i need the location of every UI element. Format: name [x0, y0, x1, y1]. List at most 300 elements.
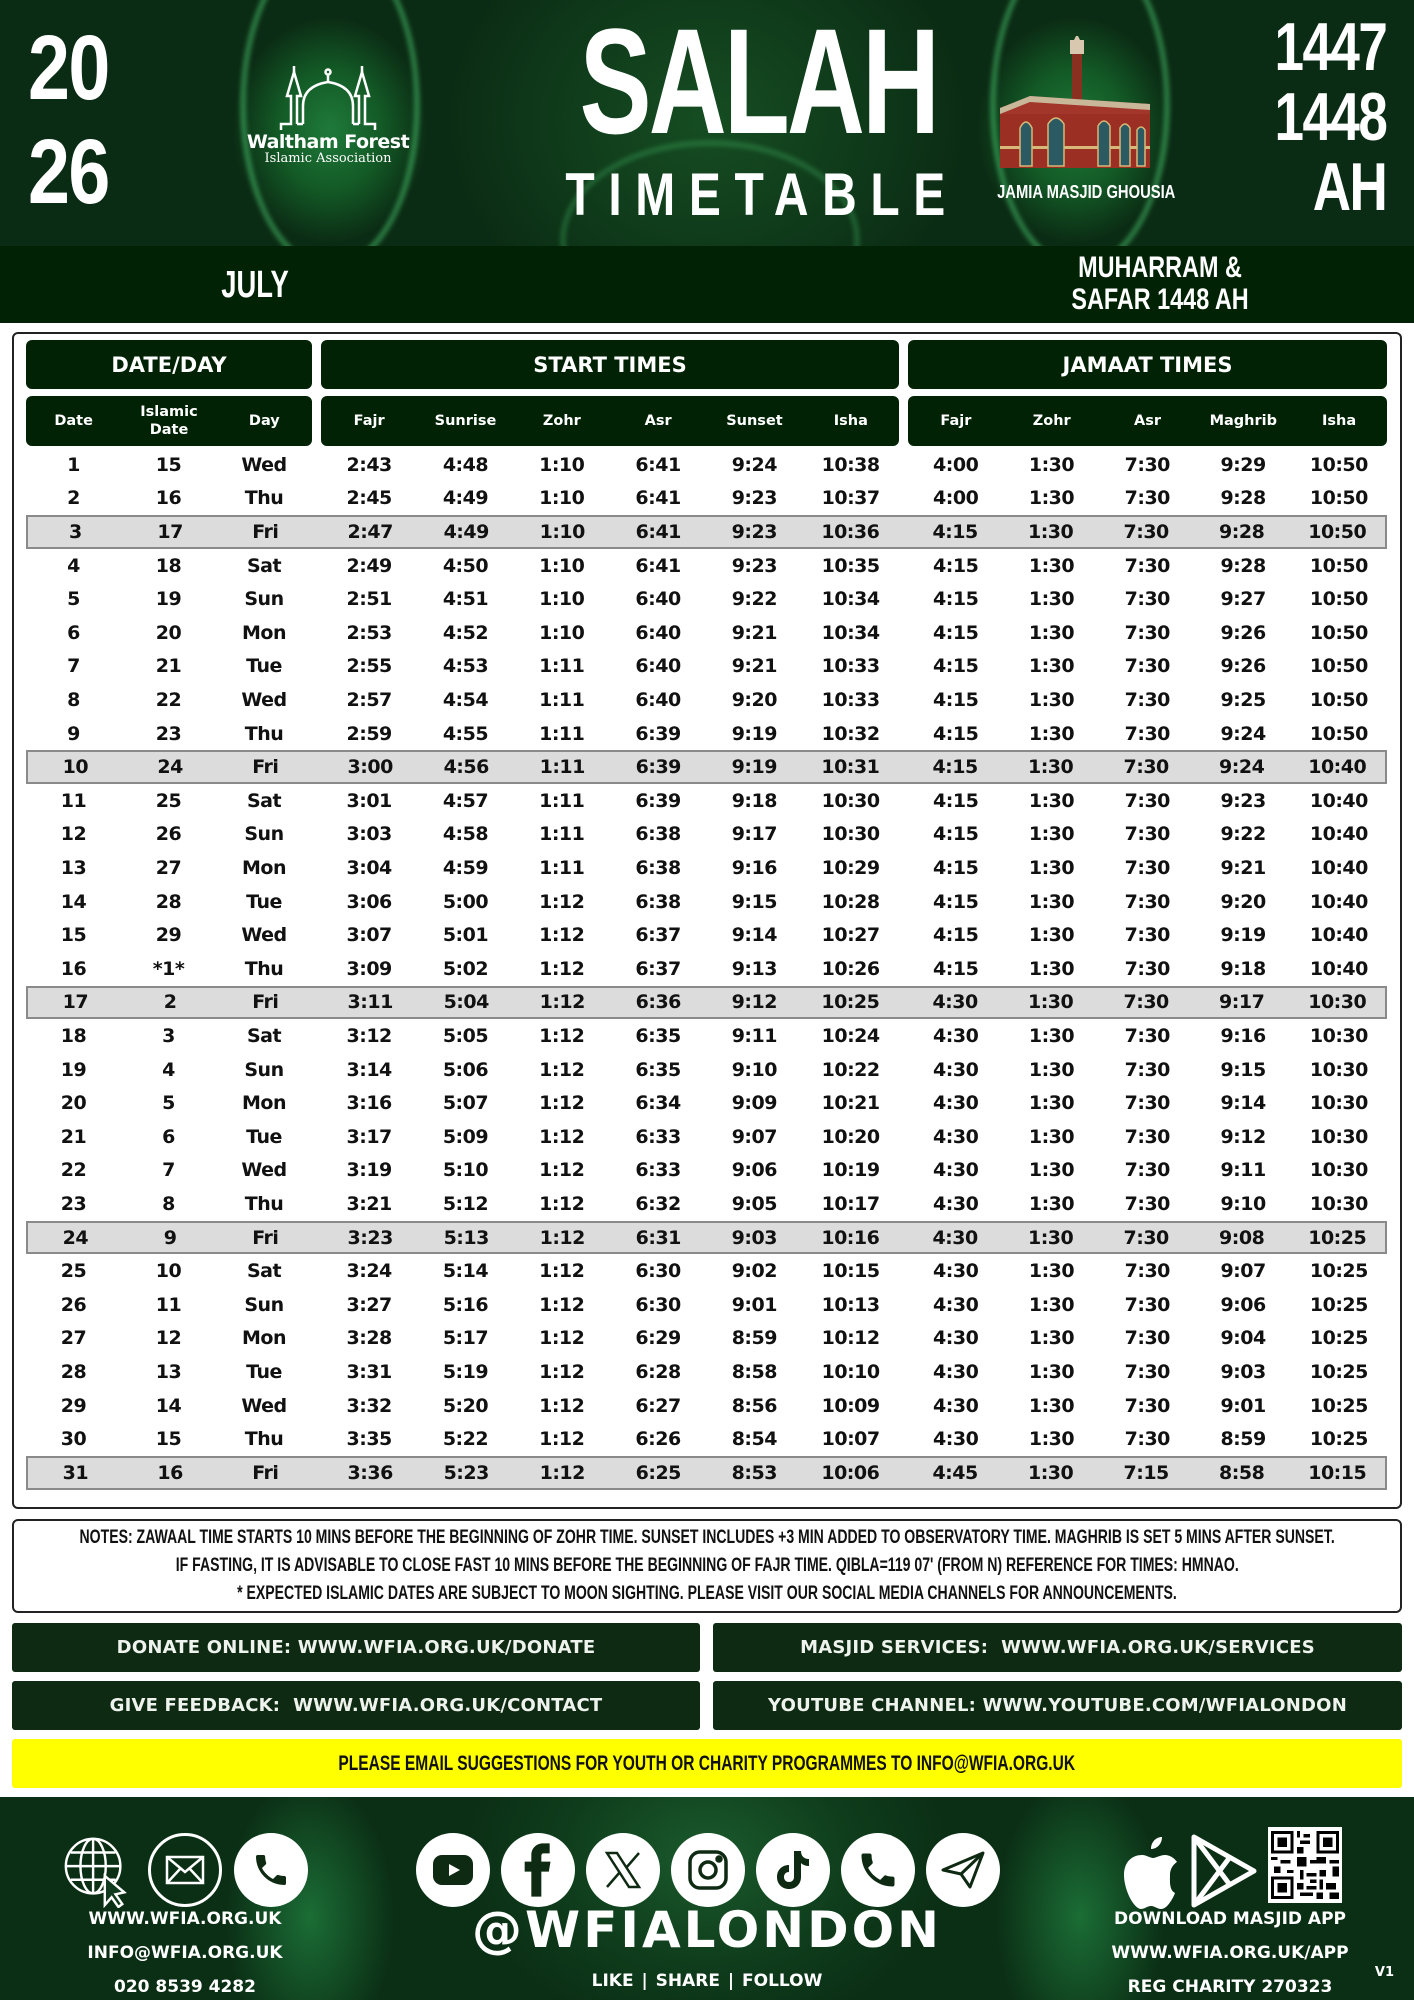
facebook-icon[interactable] [501, 1833, 575, 1907]
cell-start-sunset: 9:05 [731, 1192, 777, 1215]
cell-jamaat-fajr: 4:15 [933, 621, 979, 644]
whatsapp-icon[interactable] [841, 1833, 915, 1907]
cell-islamic-date: 4 [162, 1058, 175, 1081]
cell-start-sunrise: 5:14 [442, 1260, 489, 1283]
footer-email[interactable]: INFO@WFIA.ORG.UK [87, 1943, 283, 1963]
cell-day: Tue [246, 890, 282, 913]
table-row [26, 717, 1387, 751]
table-row [26, 683, 1387, 717]
cell-jamaat-isha: 10:30 [1309, 1159, 1368, 1182]
cell-date: 8 [67, 688, 80, 711]
cell-start-asr: 6:26 [635, 1428, 681, 1451]
cell-jamaat-zohr: 1:30 [1027, 756, 1074, 779]
cell-start-zohr: 1:11 [539, 655, 585, 678]
cell-jamaat-asr: 7:30 [1124, 1125, 1170, 1148]
table-row [26, 582, 1387, 616]
hijri-years [1274, 9, 1386, 225]
cell-start-isha: 10:24 [821, 1024, 880, 1047]
cell-start-fajr: 3:01 [346, 789, 392, 812]
cell-start-sunset: 8:54 [731, 1428, 777, 1451]
app-qr-code[interactable] [1268, 1827, 1342, 1903]
cell-start-asr: 6:40 [635, 655, 681, 678]
table-row [26, 549, 1387, 583]
cell-jamaat-isha: 10:25 [1309, 1260, 1368, 1283]
cell-jamaat-maghrib: 9:24 [1220, 722, 1266, 745]
cell-start-isha: 10:36 [821, 520, 880, 543]
cell-day: Mon [242, 1327, 286, 1350]
x-icon[interactable] [586, 1833, 660, 1907]
cell-start-sunset: 9:23 [731, 554, 777, 577]
cell-day: Sun [244, 1058, 284, 1081]
cell-start-asr: 6:38 [635, 823, 681, 846]
cell-start-zohr: 1:12 [539, 957, 585, 980]
cell-start-isha: 10:30 [821, 823, 880, 846]
cell-jamaat-maghrib: 9:16 [1220, 1024, 1266, 1047]
cell-start-sunrise: 4:49 [443, 520, 489, 543]
cell-islamic-date: 13 [155, 1360, 182, 1383]
cell-islamic-date: 6 [162, 1125, 175, 1148]
cell-jamaat-zohr: 1:30 [1028, 1159, 1075, 1182]
wfia-logo [238, 66, 418, 186]
cell-jamaat-asr: 7:30 [1124, 655, 1170, 678]
cell-start-asr: 6:40 [635, 621, 681, 644]
cell-start-zohr: 1:12 [539, 1260, 585, 1283]
table-row [26, 1288, 1387, 1322]
cell-jamaat-fajr: 4:15 [932, 520, 978, 543]
table-row-friday [26, 515, 1387, 549]
year-top: 20 [28, 17, 109, 119]
cell-start-fajr: 2:49 [346, 554, 392, 577]
cell-date: 14 [60, 890, 87, 913]
cell-start-asr: 6:33 [635, 1159, 681, 1182]
cell-start-isha: 10:27 [821, 924, 880, 947]
cell-jamaat-isha: 10:30 [1309, 1092, 1368, 1115]
cell-start-zohr: 1:11 [539, 688, 585, 711]
cell-start-asr: 6:35 [635, 1058, 681, 1081]
cell-start-sunrise: 4:58 [442, 823, 489, 846]
cell-jamaat-zohr: 1:30 [1028, 957, 1075, 980]
note-line-1: NOTES: ZAWAAL TIME STARTS 10 MINS BEFORE THE BEGINNING OF ZOHR TIME. SUNSET INCLUDES +3 MIN ADDED TO OBSERVATORY TIME. MAGHRIB IS SET 5 MINS AFTER SUNSET. [79, 1527, 1335, 1548]
cell-start-sunrise: 4:53 [442, 655, 489, 678]
cell-jamaat-asr: 7:30 [1124, 1192, 1170, 1215]
cell-date: 17 [62, 991, 89, 1014]
cell-islamic-date: 16 [155, 487, 182, 510]
cell-start-asr: 6:38 [635, 890, 681, 913]
cell-date: 31 [62, 1461, 89, 1484]
cell-start-sunset: 8:53 [731, 1461, 777, 1484]
cell-jamaat-isha: 10:25 [1309, 1428, 1368, 1451]
column-header-start-fajr: Fajr [353, 413, 385, 429]
cell-start-zohr: 1:10 [539, 554, 585, 577]
cell-jamaat-fajr: 4:30 [933, 1327, 979, 1350]
cell-jamaat-fajr: 4:00 [933, 453, 979, 476]
cell-jamaat-asr: 7:30 [1124, 1159, 1170, 1182]
social-handle[interactable]: @WFIALONDON [472, 1901, 942, 1959]
cell-start-asr: 6:36 [635, 991, 681, 1014]
cell-start-zohr: 1:12 [539, 1327, 585, 1350]
cell-islamic-date: 15 [155, 453, 182, 476]
column-header-start-sunset: Sunset [726, 413, 783, 429]
cell-start-fajr: 3:16 [346, 1092, 392, 1115]
column-header-islamic-date: Islamic Date [140, 404, 198, 438]
cell-start-fajr: 3:27 [346, 1293, 392, 1316]
youtube-link-button[interactable]: YOUTUBE CHANNEL: WWW.YOUTUBE.COM/WFIALONDON [713, 1681, 1402, 1730]
cell-start-fajr: 3:14 [346, 1058, 392, 1081]
cell-jamaat-asr: 7:30 [1124, 1394, 1170, 1417]
cell-jamaat-asr: 7:30 [1124, 823, 1170, 846]
table-row-friday [26, 1456, 1387, 1490]
telegram-icon[interactable] [926, 1833, 1000, 1907]
cell-day: Sat [246, 1024, 282, 1047]
cell-start-sunrise: 5:04 [443, 991, 489, 1014]
cell-jamaat-isha: 10:40 [1309, 856, 1368, 879]
cell-jamaat-asr: 7:30 [1124, 722, 1170, 745]
cell-start-sunrise: 5:09 [442, 1125, 489, 1148]
cell-jamaat-asr: 7:30 [1124, 487, 1170, 510]
cell-jamaat-asr: 7:15 [1123, 1461, 1169, 1484]
cell-jamaat-fajr: 4:15 [933, 688, 979, 711]
cell-islamic-date: 22 [155, 688, 182, 711]
cell-jamaat-isha: 10:40 [1309, 957, 1368, 980]
cell-day: Sun [244, 588, 284, 611]
cell-start-asr: 6:40 [635, 688, 681, 711]
cell-jamaat-asr: 7:30 [1124, 957, 1170, 980]
cell-start-sunset: 9:13 [731, 957, 777, 980]
cell-start-sunset: 9:19 [731, 722, 777, 745]
cell-start-zohr: 1:11 [539, 789, 585, 812]
column-header-jamaat-maghrib: Maghrib [1209, 413, 1277, 429]
cell-day: Thu [244, 1428, 284, 1451]
column-header-start-asr: Asr [644, 413, 672, 429]
cell-date: 26 [60, 1293, 87, 1316]
cell-start-sunset: 9:03 [731, 1226, 777, 1249]
cell-start-asr: 6:37 [635, 924, 681, 947]
cell-start-sunrise: 5:22 [442, 1428, 489, 1451]
cell-start-sunrise: 5:16 [442, 1293, 489, 1316]
cell-start-sunset: 9:11 [731, 1024, 777, 1047]
cell-islamic-date: 24 [157, 756, 183, 779]
cell-day: Mon [242, 856, 286, 879]
cell-date: 19 [60, 1058, 87, 1081]
cell-jamaat-asr: 7:30 [1124, 856, 1170, 879]
cell-start-isha: 10:33 [821, 655, 880, 678]
year-bottom: 26 [28, 121, 109, 223]
cell-start-sunrise: 5:01 [442, 924, 489, 947]
cell-islamic-date: 5 [162, 1092, 175, 1115]
cell-islamic-date: 27 [155, 856, 182, 879]
cell-start-sunrise: 4:48 [442, 453, 489, 476]
cell-jamaat-zohr: 1:30 [1028, 1293, 1075, 1316]
cell-islamic-date: 15 [155, 1428, 182, 1451]
column-header-start-isha: Isha [833, 413, 868, 429]
cell-islamic-date: 21 [155, 655, 182, 678]
cell-islamic-date: 3 [162, 1024, 175, 1047]
cell-start-isha: 10:28 [821, 890, 880, 913]
tiktok-icon[interactable] [756, 1833, 830, 1907]
cell-start-sunset: 9:18 [731, 789, 777, 812]
table-row [26, 1053, 1387, 1087]
cell-start-sunrise: 5:02 [442, 957, 489, 980]
cell-start-zohr: 1:10 [539, 487, 585, 510]
cell-start-fajr: 3:06 [346, 890, 392, 913]
cell-islamic-date: *1* [152, 957, 185, 980]
globe-cursor-icon[interactable] [60, 1833, 134, 1907]
cell-start-zohr: 1:12 [539, 1394, 585, 1417]
cell-jamaat-fajr: 4:15 [933, 823, 979, 846]
cell-date: 27 [60, 1327, 87, 1350]
cell-jamaat-isha: 10:30 [1309, 1125, 1368, 1148]
cell-start-isha: 10:16 [821, 1226, 880, 1249]
cell-start-isha: 10:31 [821, 756, 880, 779]
cell-day: Sat [246, 554, 282, 577]
cell-jamaat-asr: 7:30 [1124, 1327, 1170, 1350]
table-row [26, 1389, 1387, 1423]
cell-start-fajr: 2:43 [346, 453, 392, 476]
cell-jamaat-zohr: 1:30 [1027, 1461, 1074, 1484]
email-suggestions-text: PLEASE EMAIL SUGGESTIONS FOR YOUTH OR CHARITY PROGRAMMES TO INFO@WFIA.ORG.UK [338, 1751, 1076, 1775]
cell-jamaat-zohr: 1:30 [1028, 688, 1075, 711]
cell-day: Fri [252, 991, 279, 1014]
page-title: SALAH [579, 0, 938, 165]
page-subtitle: TIMETABLE [565, 161, 959, 228]
cell-start-fajr: 3:19 [346, 1159, 392, 1182]
cell-jamaat-maghrib: 9:28 [1220, 554, 1266, 577]
cell-jamaat-zohr: 1:30 [1028, 655, 1075, 678]
like-share-follow: LIKE | SHARE | FOLLOW [591, 1971, 823, 1991]
cell-jamaat-asr: 7:30 [1124, 1428, 1170, 1451]
cell-start-sunset: 9:21 [731, 655, 777, 678]
cell-jamaat-zohr: 1:30 [1027, 991, 1074, 1014]
column-header-start-zohr: Zohr [542, 413, 581, 429]
cell-jamaat-isha: 10:25 [1309, 1327, 1368, 1350]
cell-start-isha: 10:22 [821, 1058, 880, 1081]
cell-start-fajr: 2:51 [346, 588, 392, 611]
table-row [26, 1086, 1387, 1120]
cell-start-fajr: 3:07 [346, 924, 392, 947]
cell-day: Tue [246, 1360, 282, 1383]
cell-date: 28 [60, 1360, 87, 1383]
instagram-icon[interactable] [671, 1833, 745, 1907]
cell-day: Sat [246, 1260, 282, 1283]
table-row [26, 616, 1387, 650]
cell-start-fajr: 3:03 [346, 823, 392, 846]
gregorian-month: JULY [221, 264, 289, 306]
footer-website[interactable]: WWW.WFIA.ORG.UK [88, 1909, 282, 1929]
cell-day: Wed [241, 1159, 287, 1182]
cell-start-zohr: 1:12 [539, 1092, 585, 1115]
cell-jamaat-maghrib: 9:28 [1220, 487, 1266, 510]
cell-jamaat-maghrib: 9:23 [1220, 789, 1266, 812]
cell-jamaat-isha: 10:25 [1309, 1394, 1368, 1417]
cell-jamaat-fajr: 4:30 [933, 1058, 979, 1081]
email-icon[interactable] [148, 1833, 222, 1907]
cell-start-zohr: 1:12 [539, 1360, 585, 1383]
note-line-3: * EXPECTED ISLAMIC DATES ARE SUBJECT TO MOON SIGHTING. PLEASE VISIT OUR SOCIAL MEDIA CHANNELS FOR ANNOUNCEMENTS. [237, 1583, 1177, 1604]
cell-start-fajr: 3:36 [347, 1461, 393, 1484]
cell-start-zohr: 1:11 [539, 722, 585, 745]
cell-jamaat-zohr: 1:30 [1028, 1058, 1075, 1081]
cell-start-zohr: 1:10 [539, 621, 585, 644]
phone-icon[interactable] [234, 1833, 308, 1907]
cell-start-sunrise: 5:20 [442, 1394, 489, 1417]
cell-start-asr: 6:30 [635, 1293, 681, 1316]
cell-date: 3 [69, 520, 82, 543]
cell-start-fajr: 2:55 [346, 655, 392, 678]
cell-start-fajr: 3:24 [346, 1260, 392, 1283]
cell-start-sunrise: 4:59 [442, 856, 489, 879]
email-suggestions-banner [12, 1739, 1402, 1788]
cell-jamaat-zohr: 1:30 [1028, 453, 1075, 476]
cell-date: 23 [60, 1192, 87, 1215]
youtube-icon[interactable] [416, 1833, 490, 1907]
cell-start-zohr: 1:10 [539, 520, 585, 543]
cell-day: Thu [244, 487, 284, 510]
cell-start-sunset: 9:07 [731, 1125, 777, 1148]
group-header-date-day: DATE/DAY [26, 340, 312, 389]
column-header-date: Date [54, 413, 93, 429]
cell-start-zohr: 1:12 [539, 1293, 585, 1316]
cell-start-sunset: 8:58 [731, 1360, 777, 1383]
cell-start-sunset: 9:24 [731, 453, 777, 476]
notes-box [12, 1519, 1402, 1613]
table-row [26, 1187, 1387, 1221]
cell-islamic-date: 28 [155, 890, 182, 913]
cell-day: Wed [241, 453, 287, 476]
cell-start-isha: 10:35 [821, 554, 880, 577]
cell-start-sunset: 9:23 [731, 520, 777, 543]
cell-jamaat-zohr: 1:30 [1028, 823, 1075, 846]
cell-jamaat-isha: 10:30 [1308, 991, 1367, 1014]
cell-jamaat-isha: 10:40 [1308, 756, 1367, 779]
cell-jamaat-isha: 10:50 [1309, 655, 1368, 678]
apple-icon[interactable] [1118, 1833, 1182, 1911]
cell-jamaat-maghrib: 9:20 [1220, 890, 1266, 913]
column-header-jamaat-isha: Isha [1322, 413, 1357, 429]
cell-jamaat-asr: 7:30 [1123, 1226, 1169, 1249]
cell-start-asr: 6:35 [635, 1024, 681, 1047]
app-url[interactable]: WWW.WFIA.ORG.UK/APP [1111, 1943, 1349, 1963]
table-row [26, 650, 1387, 684]
cell-islamic-date: 19 [155, 588, 182, 611]
cell-islamic-date: 16 [157, 1461, 183, 1484]
cell-start-zohr: 1:12 [539, 890, 585, 913]
cell-jamaat-zohr: 1:30 [1028, 1260, 1075, 1283]
cell-start-sunrise: 5:13 [443, 1226, 489, 1249]
mosque-outline-icon [273, 66, 383, 132]
cell-start-isha: 10:15 [821, 1260, 880, 1283]
cell-jamaat-asr: 7:30 [1124, 1260, 1170, 1283]
cell-start-fajr: 3:32 [346, 1394, 392, 1417]
cell-start-sunrise: 4:51 [442, 588, 489, 611]
table-row [26, 1422, 1387, 1456]
cell-jamaat-asr: 7:30 [1123, 991, 1169, 1014]
cell-jamaat-maghrib: 9:14 [1220, 1092, 1266, 1115]
cell-start-zohr: 1:11 [539, 856, 585, 879]
cell-islamic-date: 10 [155, 1260, 182, 1283]
cell-jamaat-isha: 10:50 [1309, 487, 1368, 510]
cell-start-isha: 10:12 [821, 1327, 880, 1350]
cell-jamaat-zohr: 1:30 [1028, 1360, 1075, 1383]
table-row [26, 1355, 1387, 1389]
cell-start-fajr: 3:12 [346, 1024, 392, 1047]
group-header-start-times: START TIMES [321, 340, 899, 389]
cell-jamaat-asr: 7:30 [1124, 1293, 1170, 1316]
donate-link-button[interactable]: DONATE ONLINE: WWW.WFIA.ORG.UK/DONATE [12, 1623, 700, 1672]
cell-jamaat-maghrib: 9:08 [1219, 1226, 1265, 1249]
column-header-start-sunrise: Sunrise [434, 413, 497, 429]
cell-jamaat-maghrib: 9:21 [1220, 856, 1266, 879]
cell-start-isha: 10:06 [821, 1461, 880, 1484]
cell-jamaat-asr: 7:30 [1124, 789, 1170, 812]
cell-jamaat-maghrib: 9:07 [1220, 1260, 1266, 1283]
start-column-headers [321, 396, 899, 446]
cell-start-asr: 6:28 [635, 1360, 681, 1383]
cell-start-zohr: 1:12 [539, 1428, 585, 1451]
cell-day: Mon [242, 1092, 286, 1115]
cell-jamaat-isha: 10:50 [1308, 520, 1367, 543]
cell-date: 24 [62, 1226, 89, 1249]
cell-jamaat-fajr: 4:45 [932, 1461, 978, 1484]
table-row [26, 918, 1387, 952]
feedback-link-button[interactable]: GIVE FEEDBACK: WWW.WFIA.ORG.UK/CONTACT [12, 1681, 700, 1730]
cell-islamic-date: 8 [162, 1192, 175, 1215]
cell-jamaat-isha: 10:40 [1309, 924, 1368, 947]
footer-phone: 020 8539 4282 [114, 1977, 256, 1997]
cell-start-fajr: 3:17 [346, 1125, 392, 1148]
cell-jamaat-zohr: 1:30 [1028, 1092, 1075, 1115]
cell-jamaat-fajr: 4:30 [933, 1092, 979, 1115]
cell-jamaat-zohr: 1:30 [1028, 1394, 1075, 1417]
cell-jamaat-maghrib: 9:18 [1220, 957, 1266, 980]
cell-start-asr: 6:40 [635, 588, 681, 611]
cell-start-fajr: 3:28 [346, 1327, 392, 1350]
cell-day: Fri [252, 756, 279, 779]
cell-jamaat-maghrib: 8:59 [1220, 1428, 1266, 1451]
cell-date: 5 [67, 588, 80, 611]
cell-jamaat-maghrib: 9:22 [1220, 823, 1266, 846]
cell-jamaat-fajr: 4:15 [933, 554, 979, 577]
cell-start-asr: 6:31 [635, 1226, 681, 1249]
islamic-months-line2: SAFAR 1448 AH [1071, 283, 1249, 316]
cell-start-zohr: 1:11 [539, 756, 585, 779]
cell-date: 4 [67, 554, 80, 577]
cell-start-zohr: 1:12 [539, 1024, 585, 1047]
cell-start-zohr: 1:12 [539, 991, 585, 1014]
play-store-icon[interactable] [1190, 1833, 1258, 1909]
table-row [26, 1322, 1387, 1356]
cell-start-isha: 10:29 [821, 856, 880, 879]
table-row-friday [26, 750, 1387, 784]
cell-day: Fri [252, 1226, 279, 1249]
cell-start-asr: 6:39 [635, 722, 681, 745]
cell-jamaat-isha: 10:50 [1309, 588, 1368, 611]
cell-jamaat-isha: 10:30 [1309, 1058, 1368, 1081]
cell-jamaat-fajr: 4:30 [932, 1226, 978, 1249]
cell-start-asr: 6:41 [635, 453, 681, 476]
cell-start-zohr: 1:12 [539, 1125, 585, 1148]
cell-start-isha: 10:32 [821, 722, 880, 745]
cell-islamic-date: 20 [155, 621, 182, 644]
cell-jamaat-zohr: 1:30 [1027, 520, 1074, 543]
cell-start-asr: 6:29 [635, 1327, 681, 1350]
services-link-button[interactable]: MASJID SERVICES: WWW.WFIA.ORG.UK/SERVICES [713, 1623, 1402, 1672]
app-download-title: DOWNLOAD MASJID APP [1113, 1909, 1347, 1929]
cell-start-asr: 6:41 [635, 554, 681, 577]
column-header-jamaat-asr: Asr [1133, 413, 1161, 429]
cell-islamic-date: 7 [162, 1159, 175, 1182]
cell-jamaat-fajr: 4:15 [933, 924, 979, 947]
cell-jamaat-fajr: 4:30 [932, 991, 978, 1014]
